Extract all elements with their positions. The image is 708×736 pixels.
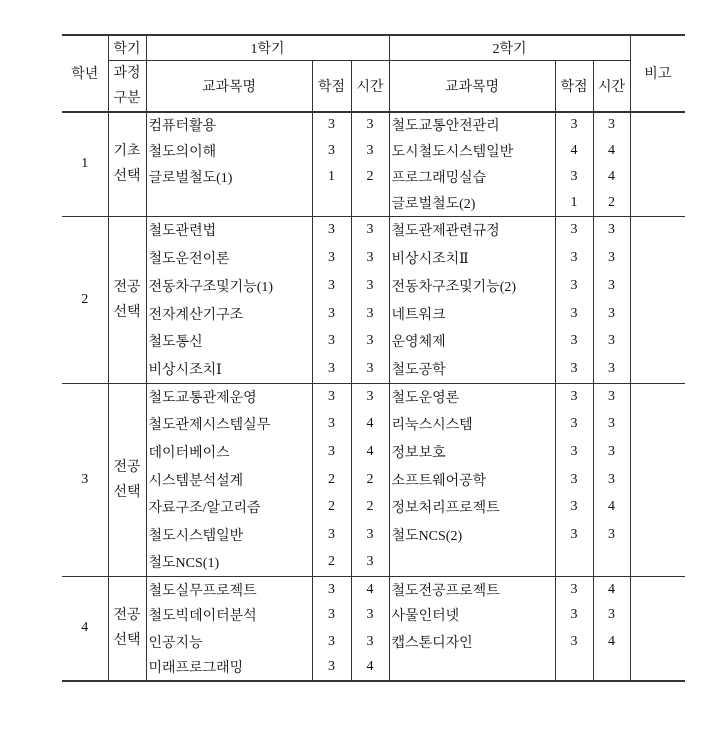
sem2-course-name: 도시철도시스템일반 (389, 138, 555, 164)
header-sem1-credit: 학점 (312, 60, 351, 112)
sem2-hours: 3 (593, 521, 630, 549)
sem2-credit: 3 (555, 244, 593, 272)
sem2-hours: 3 (593, 112, 630, 138)
sem1-credit: 3 (312, 112, 351, 138)
sem2-credit: 3 (555, 300, 593, 328)
table-row (62, 244, 685, 272)
sem1-credit: 3 (312, 355, 351, 383)
sem1-hours: 3 (351, 216, 389, 244)
sem1-hours: 4 (351, 576, 389, 602)
sem1-credit: 3 (312, 244, 351, 272)
table-row (62, 576, 685, 602)
table-row (62, 190, 685, 216)
sem1-course-name: 철도NCS(1) (146, 549, 312, 577)
sem1-course-name: 글로벌철도(1) (146, 164, 312, 190)
table-row (62, 438, 685, 466)
sem2-hours: 3 (593, 216, 630, 244)
category-cell (108, 216, 146, 383)
sem1-hours: 3 (351, 300, 389, 328)
sem1-course-name: 자료구조/알고리즘 (146, 493, 312, 521)
sem1-hours: 2 (351, 466, 389, 494)
sem2-course-name: 철도관제관련규정 (389, 216, 555, 244)
category-cell (108, 576, 146, 681)
sem2-credit: 3 (555, 438, 593, 466)
sem1-course-name: 인공지능 (146, 629, 312, 655)
table-row (62, 216, 685, 244)
sem2-credit: 3 (555, 383, 593, 411)
table-row (62, 411, 685, 439)
sem2-hours: 4 (593, 629, 630, 655)
sem1-credit: 3 (312, 602, 351, 628)
sem1-hours: 3 (351, 602, 389, 628)
sem1-course-name: 미래프로그래밍 (146, 655, 312, 681)
sem2-hours: 3 (593, 411, 630, 439)
header-note: 비고 (630, 35, 685, 112)
sem2-credit: 4 (555, 138, 593, 164)
table-row (62, 355, 685, 383)
grade-cell: 1 (62, 112, 108, 217)
sem1-course-name: 철도실무프로젝트 (146, 576, 312, 602)
sem1-credit: 3 (312, 411, 351, 439)
sem2-credit: 3 (555, 411, 593, 439)
sem2-hours (593, 655, 630, 681)
header-semester-label: 학기 (108, 35, 146, 60)
header-category (108, 60, 146, 112)
sem1-credit: 2 (312, 466, 351, 494)
sem2-credit: 3 (555, 576, 593, 602)
sem1-hours: 4 (351, 655, 389, 681)
sem2-credit: 3 (555, 216, 593, 244)
table-row (62, 629, 685, 655)
sem2-hours: 2 (593, 190, 630, 216)
sem2-credit: 1 (555, 190, 593, 216)
sem1-course-name: 시스템분석설계 (146, 466, 312, 494)
sem2-hours (593, 549, 630, 577)
sem2-course-name: 소프트웨어공학 (389, 466, 555, 494)
sem2-credit: 3 (555, 355, 593, 383)
sem1-credit: 3 (312, 138, 351, 164)
sem2-course-name: 사물인터넷 (389, 602, 555, 628)
table-row (62, 549, 685, 577)
table-row (62, 383, 685, 411)
sem1-hours: 3 (351, 521, 389, 549)
sem1-hours (351, 190, 389, 216)
curriculum-table (62, 34, 685, 682)
sem1-credit: 3 (312, 327, 351, 355)
sem1-credit: 3 (312, 576, 351, 602)
sem1-course-name: 전자계산기구조 (146, 300, 312, 328)
sem2-hours: 3 (593, 244, 630, 272)
sem2-course-name: 글로벌철도(2) (389, 190, 555, 216)
header-sem2-course: 교과목명 (389, 60, 555, 112)
sem1-credit: 3 (312, 216, 351, 244)
sem2-course-name: 리눅스시스템 (389, 411, 555, 439)
sem2-hours: 3 (593, 602, 630, 628)
sem2-course-name: 운영체제 (389, 327, 555, 355)
sem1-course-name: 데이터베이스 (146, 438, 312, 466)
sem2-course-name: 정보보호 (389, 438, 555, 466)
sem2-hours: 3 (593, 383, 630, 411)
header-sem2-hours: 시간 (593, 60, 630, 112)
category-line: 전공 (113, 279, 141, 295)
sem1-course-name: 철도관련법 (146, 216, 312, 244)
sem2-hours: 3 (593, 300, 630, 328)
sem1-course-name (146, 190, 312, 216)
category-line: 기초 (113, 144, 141, 160)
sem1-course-name: 전동차구조및기능(1) (146, 272, 312, 300)
sem1-credit: 3 (312, 383, 351, 411)
sem2-course-name: 전동차구조및기능(2) (389, 272, 555, 300)
sem1-hours: 3 (351, 549, 389, 577)
sem2-hours: 3 (593, 466, 630, 494)
sem2-hours: 4 (593, 164, 630, 190)
sem2-credit: 3 (555, 272, 593, 300)
sem2-hours: 3 (593, 327, 630, 355)
sem2-credit (555, 549, 593, 577)
header-grade: 학년 (62, 35, 108, 112)
category-line: 선택 (113, 484, 141, 500)
sem1-hours: 4 (351, 438, 389, 466)
sem1-course-name: 철도교통관제운영 (146, 383, 312, 411)
header-sem2: 2학기 (389, 35, 630, 60)
sem2-course-name: 철도공학 (389, 355, 555, 383)
sem1-hours: 3 (351, 383, 389, 411)
sem1-hours: 3 (351, 112, 389, 138)
sem1-credit: 2 (312, 493, 351, 521)
sem2-hours: 3 (593, 272, 630, 300)
sem1-hours: 3 (351, 327, 389, 355)
grade-cell: 4 (62, 576, 108, 681)
sem2-course-name: 캡스톤디자인 (389, 629, 555, 655)
sem2-credit (555, 655, 593, 681)
table-row (62, 138, 685, 164)
sem2-course-name: 철도운영론 (389, 383, 555, 411)
header-sem1-hours: 시간 (351, 60, 389, 112)
sem1-credit (312, 190, 351, 216)
sem2-credit: 3 (555, 112, 593, 138)
grade-cell: 3 (62, 383, 108, 576)
sem1-course-name: 비상시조치Ⅰ (146, 355, 312, 383)
header-category-line2: 구분 (113, 90, 141, 106)
sem2-course-name: 철도NCS(2) (389, 521, 555, 549)
sem1-credit: 3 (312, 655, 351, 681)
sem1-course-name: 철도운전이론 (146, 244, 312, 272)
sem2-credit: 3 (555, 521, 593, 549)
category-line: 선택 (113, 633, 141, 649)
sem1-credit: 3 (312, 438, 351, 466)
sem1-course-name: 철도빅데이터분석 (146, 602, 312, 628)
category-line: 선택 (113, 304, 141, 320)
header-category-line1: 과정 (113, 65, 141, 81)
note-cell (630, 383, 685, 576)
note-cell (630, 216, 685, 383)
sem1-course-name: 철도통신 (146, 327, 312, 355)
table-row (62, 655, 685, 681)
sem1-credit: 3 (312, 521, 351, 549)
note-cell (630, 576, 685, 681)
sem2-course-name (389, 549, 555, 577)
sem1-hours: 3 (351, 272, 389, 300)
sem1-hours: 4 (351, 411, 389, 439)
sem2-course-name: 철도전공프로젝트 (389, 576, 555, 602)
sem2-credit: 3 (555, 327, 593, 355)
table-row (62, 164, 685, 190)
sem2-credit: 3 (555, 466, 593, 494)
sem1-course-name: 철도시스템일반 (146, 521, 312, 549)
sem2-course-name (389, 655, 555, 681)
sem1-course-name: 컴퓨터활용 (146, 112, 312, 138)
sem2-credit: 3 (555, 493, 593, 521)
table-row (62, 602, 685, 628)
sem1-hours: 3 (351, 244, 389, 272)
sem2-hours: 3 (593, 438, 630, 466)
sem2-hours: 3 (593, 355, 630, 383)
note-cell (630, 112, 685, 217)
sem2-hours: 4 (593, 576, 630, 602)
sem2-course-name: 철도교통안전관리 (389, 112, 555, 138)
sem2-hours: 4 (593, 138, 630, 164)
sem1-credit: 3 (312, 300, 351, 328)
sem2-course-name: 네트워크 (389, 300, 555, 328)
sem2-credit: 3 (555, 602, 593, 628)
table-row (62, 493, 685, 521)
table-row (62, 300, 685, 328)
sem2-credit: 3 (555, 164, 593, 190)
sem2-course-name: 비상시조치Ⅱ (389, 244, 555, 272)
sem1-credit: 3 (312, 629, 351, 655)
header-sem1-course: 교과목명 (146, 60, 312, 112)
sem2-course-name: 정보처리프로젝트 (389, 493, 555, 521)
sem2-hours: 4 (593, 493, 630, 521)
sem1-credit: 2 (312, 549, 351, 577)
sem1-course-name: 철도의이해 (146, 138, 312, 164)
table-row (62, 112, 685, 138)
sem2-course-name: 프로그래밍실습 (389, 164, 555, 190)
category-line: 선택 (113, 169, 141, 185)
category-line: 전공 (113, 459, 141, 475)
table-row (62, 466, 685, 494)
sem1-hours: 3 (351, 138, 389, 164)
category-line: 전공 (113, 608, 141, 624)
table-row (62, 521, 685, 549)
table-row (62, 272, 685, 300)
grade-cell: 2 (62, 216, 108, 383)
header-sem2-credit: 학점 (555, 60, 593, 112)
category-cell (108, 112, 146, 217)
sem1-hours: 2 (351, 164, 389, 190)
sem2-credit: 3 (555, 629, 593, 655)
sem1-course-name: 철도관제시스템실무 (146, 411, 312, 439)
sem1-hours: 2 (351, 493, 389, 521)
sem1-hours: 3 (351, 629, 389, 655)
sem1-credit: 1 (312, 164, 351, 190)
header-sem1: 1학기 (146, 35, 389, 60)
sem1-hours: 3 (351, 355, 389, 383)
table-row (62, 327, 685, 355)
category-cell (108, 383, 146, 576)
sem1-credit: 3 (312, 272, 351, 300)
